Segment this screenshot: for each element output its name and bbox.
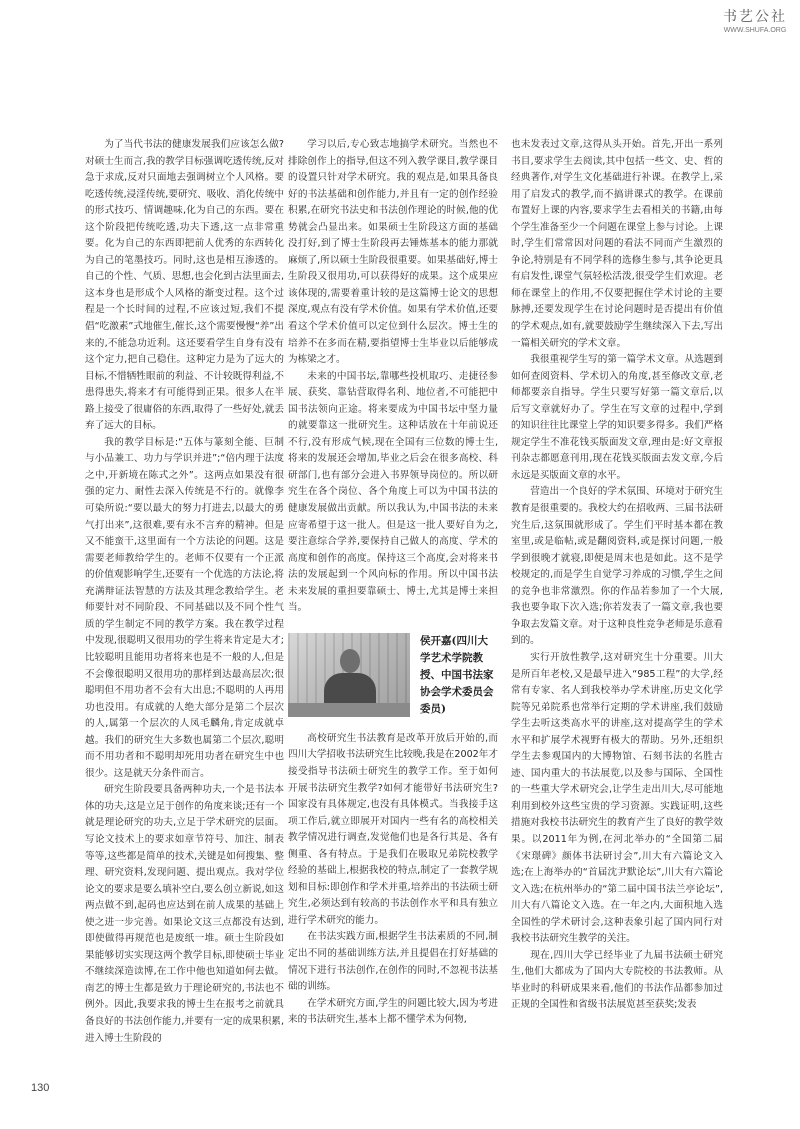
author-profile: [288, 633, 498, 723]
text-column-middle: [288, 137, 498, 1067]
paragraph: 为了当代书法的健康发展我们应该怎么做?对硕士生而言,我的教学目标强调吃透传统,反对急于求成,反对只面地去强调树立个人风格。要吃透传统,浸淫传统,要研究、吸收、消化传统中的形式技巧、情调趣味,化为自己的东西。要在这个阶段把传统吃透,功夫下透,这一点非常重要。化为自己的东西即把前人优秀的东西转化为自己的笔墨技巧。同时,这也是相互渗透的。自己的个性、气质、思想,也会化到古法里面去,这本身也是形成个人风格的渐变过程。这个过程是一个长时间的过程,不应该过短,我们不提倡“吃激素”式地催生,催长,这个需要慢慢“养”出来的,不能急功近利。这还要看学生自身有没有这个定力,把自己稳住。这种定力是为了远大的目标,不惜牺牲眼前的利益、不计较既得利益,不患得患失,将来才有可能得到正果。很多人在半路上接受了很庸俗的东西,取得了一些好处,就丢弃了远大的目标。: [85, 139, 284, 432]
page-number: 130: [31, 1082, 50, 1094]
paragraph: 我很重视学生写的第一篇学术文章。从选题到如何查阅资料、学术切入的角度,甚至修改文章,老师都要亲自指导。学生只要写好第一篇文章后,以后写文章就好办了。学生在写文章的过程中,学到的知识往往比课堂上学的知识要多得多。我们严格规定学生不准花钱买版面发文章,理由是:好文章报刊杂志都愿意刊用,现在花钱买版面去发文章,今后永远是买版面文章的水平。: [511, 354, 723, 481]
author-caption: 侯开嘉(四川大学艺术学院教授、中国书法家协会学术委员会委员): [420, 634, 494, 715]
paragraph: 未来的中国书坛,靠哪些投机取巧、走捷径参展、获奖、靠钻营取得名利、地位者,不可能把中国书法领向正途。将来要成为中国书坛中坚力量的就要靠这一批研究生。这种话放在十年前说还不行,没有形成气候,现在全国有三位数的博士生,将来的发展还会增加,毕业之后会在很多高校、科研部门,也有部分会进入书界领导岗位的。所以研究生在各个岗位、各个角度上可以为中国书法的健康发展做出贡献。所以我认为,中国书法的未来应寄希望于这一批人。但是这一批人要好自为之,要注意综合学养,要保持自己做人的高度、学术的高度和创作的高度。保持这三个高度,会对将来书法的发展起到一个风向标的作用。所以中国书法未来发展的重担要靠硕士、博士,尤其是博士来担当。: [288, 370, 498, 614]
paragraph: 高校研究生书法教育是改革开放后开始的,而四川大学招收书法研究生比较晚,我是在2002年才接受指导书法硕士研究生的教学工作。至于如何开展书法研究生教学?如何才能带好书法研究生?国家没有具体规定,也没有具体模式。当我接手这项工作后,就立即展开对国内一些有名的高校相关教学情况进行调查,发觉他们也是各行其是、各有侧重、各有特点。于是我们在吸取兄弟院校教学经验的基础上,根据我校的特点,制定了一套教学规划和目标:即创作和学术并重,培养出的书法硕士研究生,必须达到有较高的书法创作水平和具有独立进行学术研究的能力。: [288, 732, 498, 926]
paragraph: 也未发表过文章,这得从头开始。首先,开出一系列书目,要求学生去阅读,其中包括一些文、史、哲的经典著作,对学生文化基础进行补课。在教学上,采用了启发式的教学,而不搞讲课式的教学。在课前布置好上课的内容,要求学生去看相关的书籍,由每个学生准备至少一个问题在课堂上参与讨论。上课时,学生们常常因对问题的看法不同而产生激烈的争论,特别是有不同学科的选修生参与,其争论更具有启发性,课堂气氛轻松活泼,很受学生们欢迎。老师在课堂上的作用,不仅要把握住学术讨论的主要脉搏,还要发现学生在讨论问题时是否提出有价值的学术观点,如有,就要鼓励学生继续深入下去,写出一篇相关研究的学术文章。: [511, 139, 723, 349]
paragraph: 实行开放性教学,这对研究生十分重要。川大是所百年老校,又是最早进入“985工程”的大学,经常有专家、名人到我校举办学术讲座,历史文化学院等兄弟院系也常举行定期的学术讲座,我们鼓励学生去听这类高水平的讲座,这对提高学生的学术水平和扩展学术视野有极大的帮助。另外,还组织学生去参观国内的大博物馆、石刻书法的名胜古迹、国内重大的书法展览,以及参与国际、全国性的一些重大学术研究会,让学生走出川大,尽可能地利用到校外这些宝贵的学习资源。实践证明,这些措施对我校书法研究生的教育产生了良好的教学效果。以2011年为例,在河北举办的“全国第二届《宋璟碑》颜体书法研讨会”,川大有六篇论文入选;在上海举办的“首届沈尹默论坛”,川大有六篇论文入选;在杭州举办的“第二届中国书法兰亭论坛”,川大有八篇论文入选。在一年之内,大面积地入选全国性的学术研讨会,这种表象引起了国内同行对我校书法研究生教学的关注。: [511, 651, 723, 945]
paragraph: 研究生阶段要具备两种功夫,一个是书法本体的功夫,这是立足于创作的角度来谈;还有一个就是理论研究的功夫,立足于学术研究的层面。写论文技术上的要求如章节符号、加注、制表等等,这些都是简单的技术,关键是如何搜集、整理、研究资料,发现问题、提出观点。我对学位论文的要求是要么填补空白,要么创立新说,如这两点做不到,起码也应达到在前人成果的基础上使之进一步完善。如果论文这三点都没有达到,即使做得再规范也是废纸一堆。硕士生阶段如果能够切实实现这两个教学目标,即使硕士毕业不继续深造读博,在工作中他也知道如何去做。南艺的博士生都是致力于理论研究的,书法也不例外。因此,我要求我的博士生在报考之前就具备良好的书法创作能力,并要有一定的成果积累,进入博士生阶段的: [85, 784, 284, 1044]
author-portrait-photo: [288, 633, 410, 717]
text-column-left: [85, 137, 284, 1067]
logo-url-text: WWW.SHUFA.ORG: [723, 27, 787, 34]
paragraph: 现在,四川大学已经毕业了九届书法硕士研究生,他们大都成为了国内大专院校的书法教师。从毕业时的科研成果来看,他们的书法作品都参加过正规的全国性和省级书法展览甚至获奖;发表: [511, 949, 723, 1011]
paragraph: 在书法实践方面,根据学生书法素质的不同,制定出不同的基础训练方法,并且提倡在打好基础的情况下进行书法创作,在创作的同时,不忽视书法基础的训练。: [288, 931, 498, 993]
text-column-right: [511, 137, 723, 1067]
logo-chinese-text: 书艺公社: [723, 9, 787, 25]
paragraph: 学习以后,专心致志地搞学术研究。当然也不排除创作上的指导,但这不列入教学课目,教学课目的设置只针对学术研究。我的观点是,如果具备良好的书法基础和创作能力,并且有一定的创作经验积累,在研究书法史和书法创作理论的时候,他的优势就会凸显出来。如果硕士生阶段这方面的基础没打好,到了博士生阶段再去锤炼基本的能力那就麻烦了,所以硕士生阶段很重要。如果基础好,博士生阶段又很用功,可以获得好的成果。这个成果应该体现的,需要着重计较的是这篇博士论文的思想深度,观点有没有学术价值。如果有学术价值,还要看这个学术价值可以定位到什么层次。博士生的培养不在多而在精,要指望博士生毕业以后能够成为栋梁之才。: [288, 139, 498, 366]
paragraph: 在学术研究方面,学生的问题比较大,因为考进来的书法研究生,基本上都不懂学术为何物,: [288, 997, 498, 1026]
paragraph: 我的教学目标是:“五体与篆刻全能、巨制与小品兼工、功力与学识并进”;“倍内理于法度之中,开新境在陈式之外”。这两点如果没有很强的定力、耐性去深入传统是不行的。就像李可染所说:“要以最大的努力打进去,以最大的勇气打出来”,这很难,要有永不言弃的精神。但是又不能蛮干,这里面有一个方法论的问题。这是需要老师教给学生的。老师不仅要有一个正派的价值观影响学生,还要有一个优选的方法论,将充满辩证法智慧的方法及其理念教给学生。老师要针对不同阶段、不同基础以及不同个性气质的学生制定不同的教学方案。我在教学过程中发现,很聪明又很用功的学生将来肯定是大才;比较聪明且能用功者将来也是不一般的人,但是不会像很聪明又很用功的那样到达最高层次;很聪明但不用功者不会有大出息;不聪明的人再用功也没用。有成就的人绝大部分是第二个层次的人,属第一个层次的人凤毛麟角,肯定成就卓越。我们的研究生大多数也属第二个层次,聪明而不用功者和不聪明却死用功者在研究生中也很少。这是就天分条件而言。: [85, 436, 284, 779]
site-logo: [716, 8, 794, 42]
paragraph: 营造出一个良好的学术氛围、环境对于研究生教育是很重要的。我校大约在招收两、三届书法研究生后,这氛围就形成了。学生们平时基本都在教室里,或是临帖,或是翻阅资料,或是探讨问题,一般学到很晚才就寝,即便是周末也是如此。这不是学校规定的,而是学生自觉学习养成的习惯,学生之间的竞争也非常激烈。你的作品若参加了一个大展,我也要争取下次入选;你若发表了一篇文章,我也要争取去发篇文章。对于这种良性竞争老师是乐意看到的。: [511, 486, 723, 647]
